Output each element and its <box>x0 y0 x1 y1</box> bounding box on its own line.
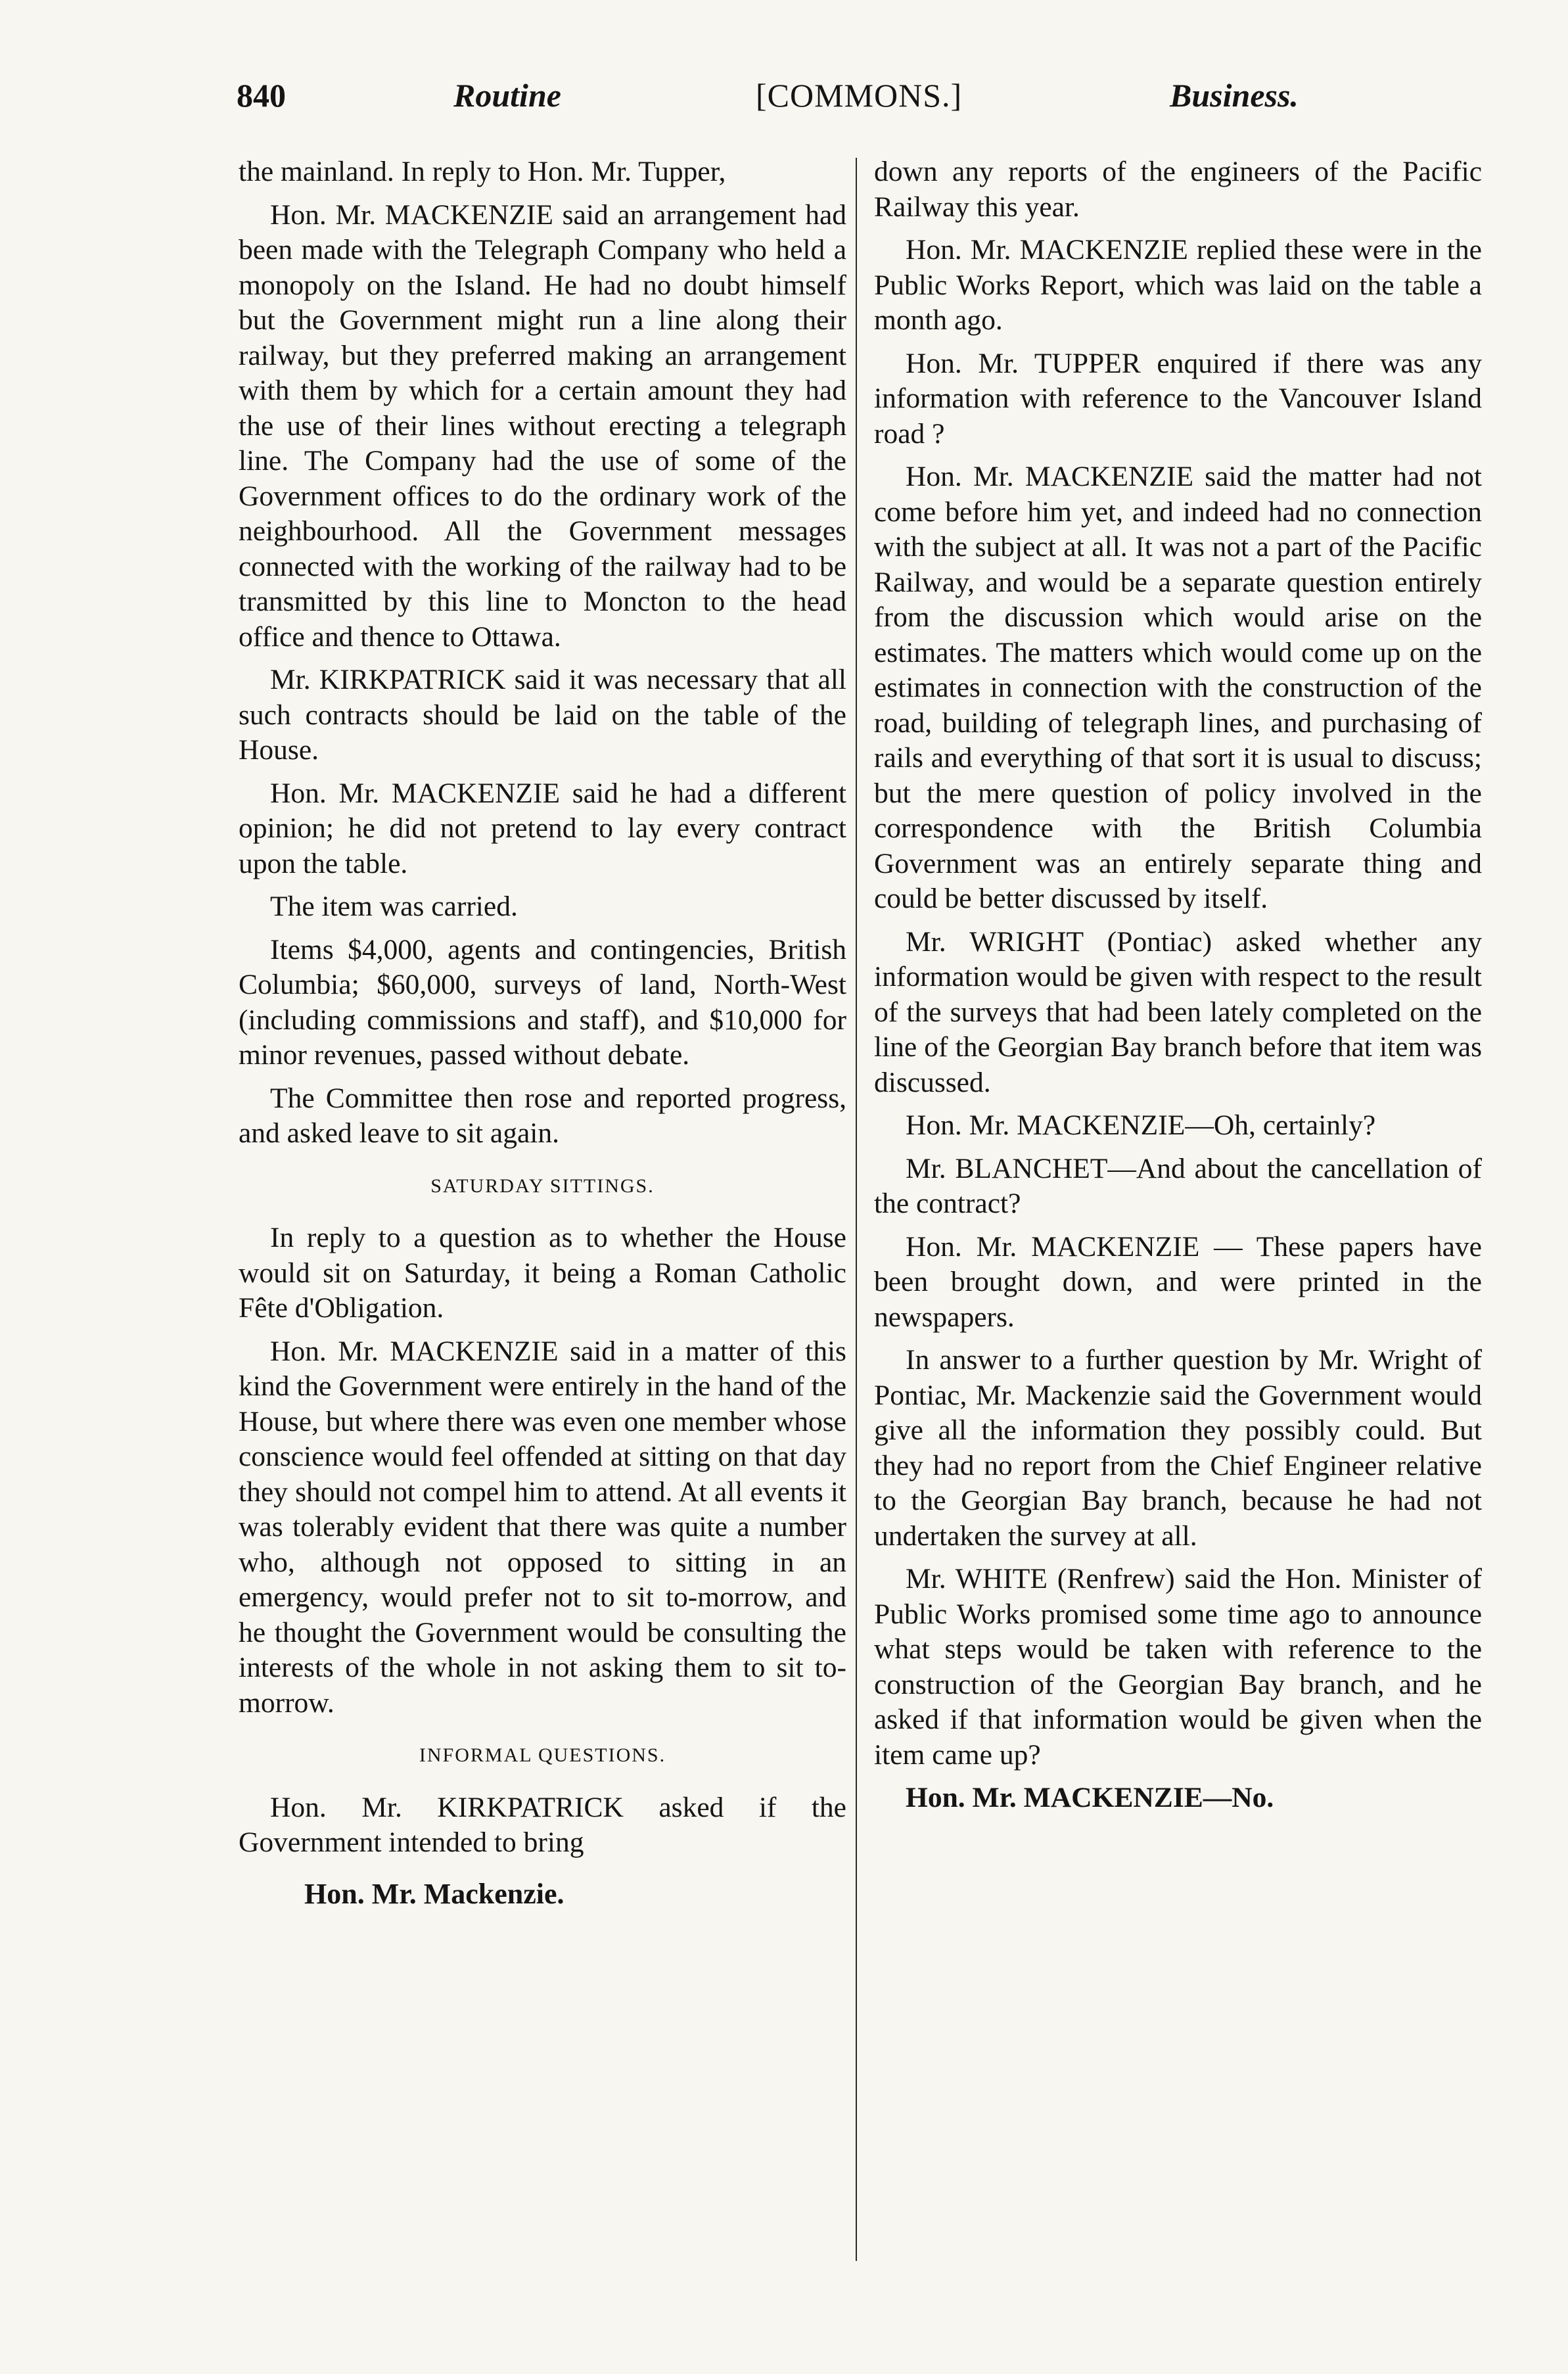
left-paragraph: Mr. KIRKPATRICK said it was necessary that all such contracts should be laid on the table of the House. <box>239 664 846 766</box>
left-paragraph: Hon. Mr. MACKENZIE said in a matter of this kind the Government were entirely in the hand of the House, but where there was even one member whose conscience would feel offended at sitting on that day they should not compel him to attend. At all events it was tolerably evident that there was quite a number who, although not opposed to sitting in an emergency, would prefer not to sit to-morrow, and he thought the Government would be consulting the interests of the whole in not asking them to sit to-morrow. <box>239 1335 846 1719</box>
right-paragraph: Hon. Mr. MACKENZIE said the matter had not come before him yet, and indeed had no connection with the subject at all. It was not a part of the Pacific Railway, and would be a separate question entirely from the discussion which would arise on the estimates. The matters which would come up on the estimates in connection with the construction of the road, building of telegraph lines, and purchasing of rails and everything of that sort it is usual to discuss; but the mere question of policy involved in the correspondence with the British Columbia Government was an entirely separate thing and could be better discussed by itself. <box>874 461 1482 914</box>
right-paragraph: Hon. Mr. MACKENZIE replied these were in the Public Works Report, which was laid on the table a month ago. <box>874 234 1482 336</box>
left-paragraph: Hon. Mr. KIRKPATRICK asked if the Government intended to bring <box>239 1791 846 1858</box>
running-head-left: Routine <box>453 77 561 114</box>
left-paragraph: The Committee then rose and reported progress, and asked leave to sit again. <box>239 1082 846 1149</box>
left-paragraph: Hon. Mr. MACKENZIE said an arrangement had been made with the Telegraph Company who held a monopoly on the Island. He had no doubt himself but the Government might run a line along their railway, but they preferred making an arrangement with them by which for a certain amount they had the use of their lines without erecting a telegraph line. The Company had the use of some of the Government offices to do the ordinary work of the neighbourhood. All the Government messages connected with the working of the railway had to be transmitted by this line to Moncton to the head office and thence to Ottawa. <box>239 198 846 653</box>
right-column <box>874 154 1482 1824</box>
right-paragraph: Mr. WHITE (Renfrew) said the Hon. Minister of Public Works promised some time ago to announce what steps would be taken with reference to the construction of the Georgian Bay branch, and he asked if that information would be given when the item came up? <box>874 1563 1482 1771</box>
left-paragraph: Hon. Mr. MACKENZIE said he had a different opinion; he did not pretend to lay every contract upon the table. <box>239 777 846 879</box>
left-section-heading: SATURDAY SITTINGS. <box>430 1175 655 1197</box>
left-paragraph: the mainland. In reply to Hon. Mr. Tupper, <box>239 156 726 187</box>
running-head-right: Business. <box>1170 77 1299 114</box>
left-paragraph: Items $4,000, agents and contingencies, British Columbia; $60,000, surveys of land, North-West (including commissions and staff), and $10,000 for minor revenues, passed without debate. <box>239 933 846 1071</box>
left-section-heading: INFORMAL QUESTIONS. <box>419 1744 666 1766</box>
left-paragraph: In reply to a question as to whether the House would sit on Saturday, it being a Roman Catholic Fête d'Obligation. <box>239 1222 846 1324</box>
page-header <box>237 69 1387 122</box>
left-catchword: Hon. Mr. Mackenzie. <box>304 1877 565 1910</box>
right-paragraph: down any reports of the engineers of the Pacific Railway this year. <box>874 156 1482 223</box>
right-paragraph: Mr. WRIGHT (Pontiac) asked whether any information would be given with respect to the result of the surveys that had been lately completed on the line of the Georgian Bay branch before that item was discussed. <box>874 925 1482 1098</box>
column-divider <box>856 158 857 2261</box>
right-paragraph: Mr. BLANCHET—And about the cancellation of the contract? <box>874 1152 1482 1219</box>
left-column <box>239 154 846 1911</box>
right-paragraph: In answer to a further question by Mr. Wright of Pontiac, Mr. Mackenzie said the Government would give all the information they possibly could. But they had no report from the Chief Engineer relative to the Georgian Bay branch, because he had not undertaken the survey at all. <box>874 1344 1482 1552</box>
right-paragraph: Hon. Mr. MACKENZIE — These papers have been brought down, and were printed in the newspapers. <box>874 1230 1482 1333</box>
right-paragraph: Hon. Mr. MACKENZIE—No. <box>906 1782 1274 1813</box>
left-paragraph: The item was carried. <box>270 891 518 922</box>
right-paragraph: Hon. Mr. MACKENZIE—Oh, certainly? <box>906 1109 1376 1141</box>
running-head-center: [COMMONS.] <box>756 77 963 114</box>
right-paragraph: Hon. Mr. TUPPER enquired if there was any information with reference to the Vancouver Island road ? <box>874 347 1482 450</box>
page-number: 840 <box>237 77 286 114</box>
